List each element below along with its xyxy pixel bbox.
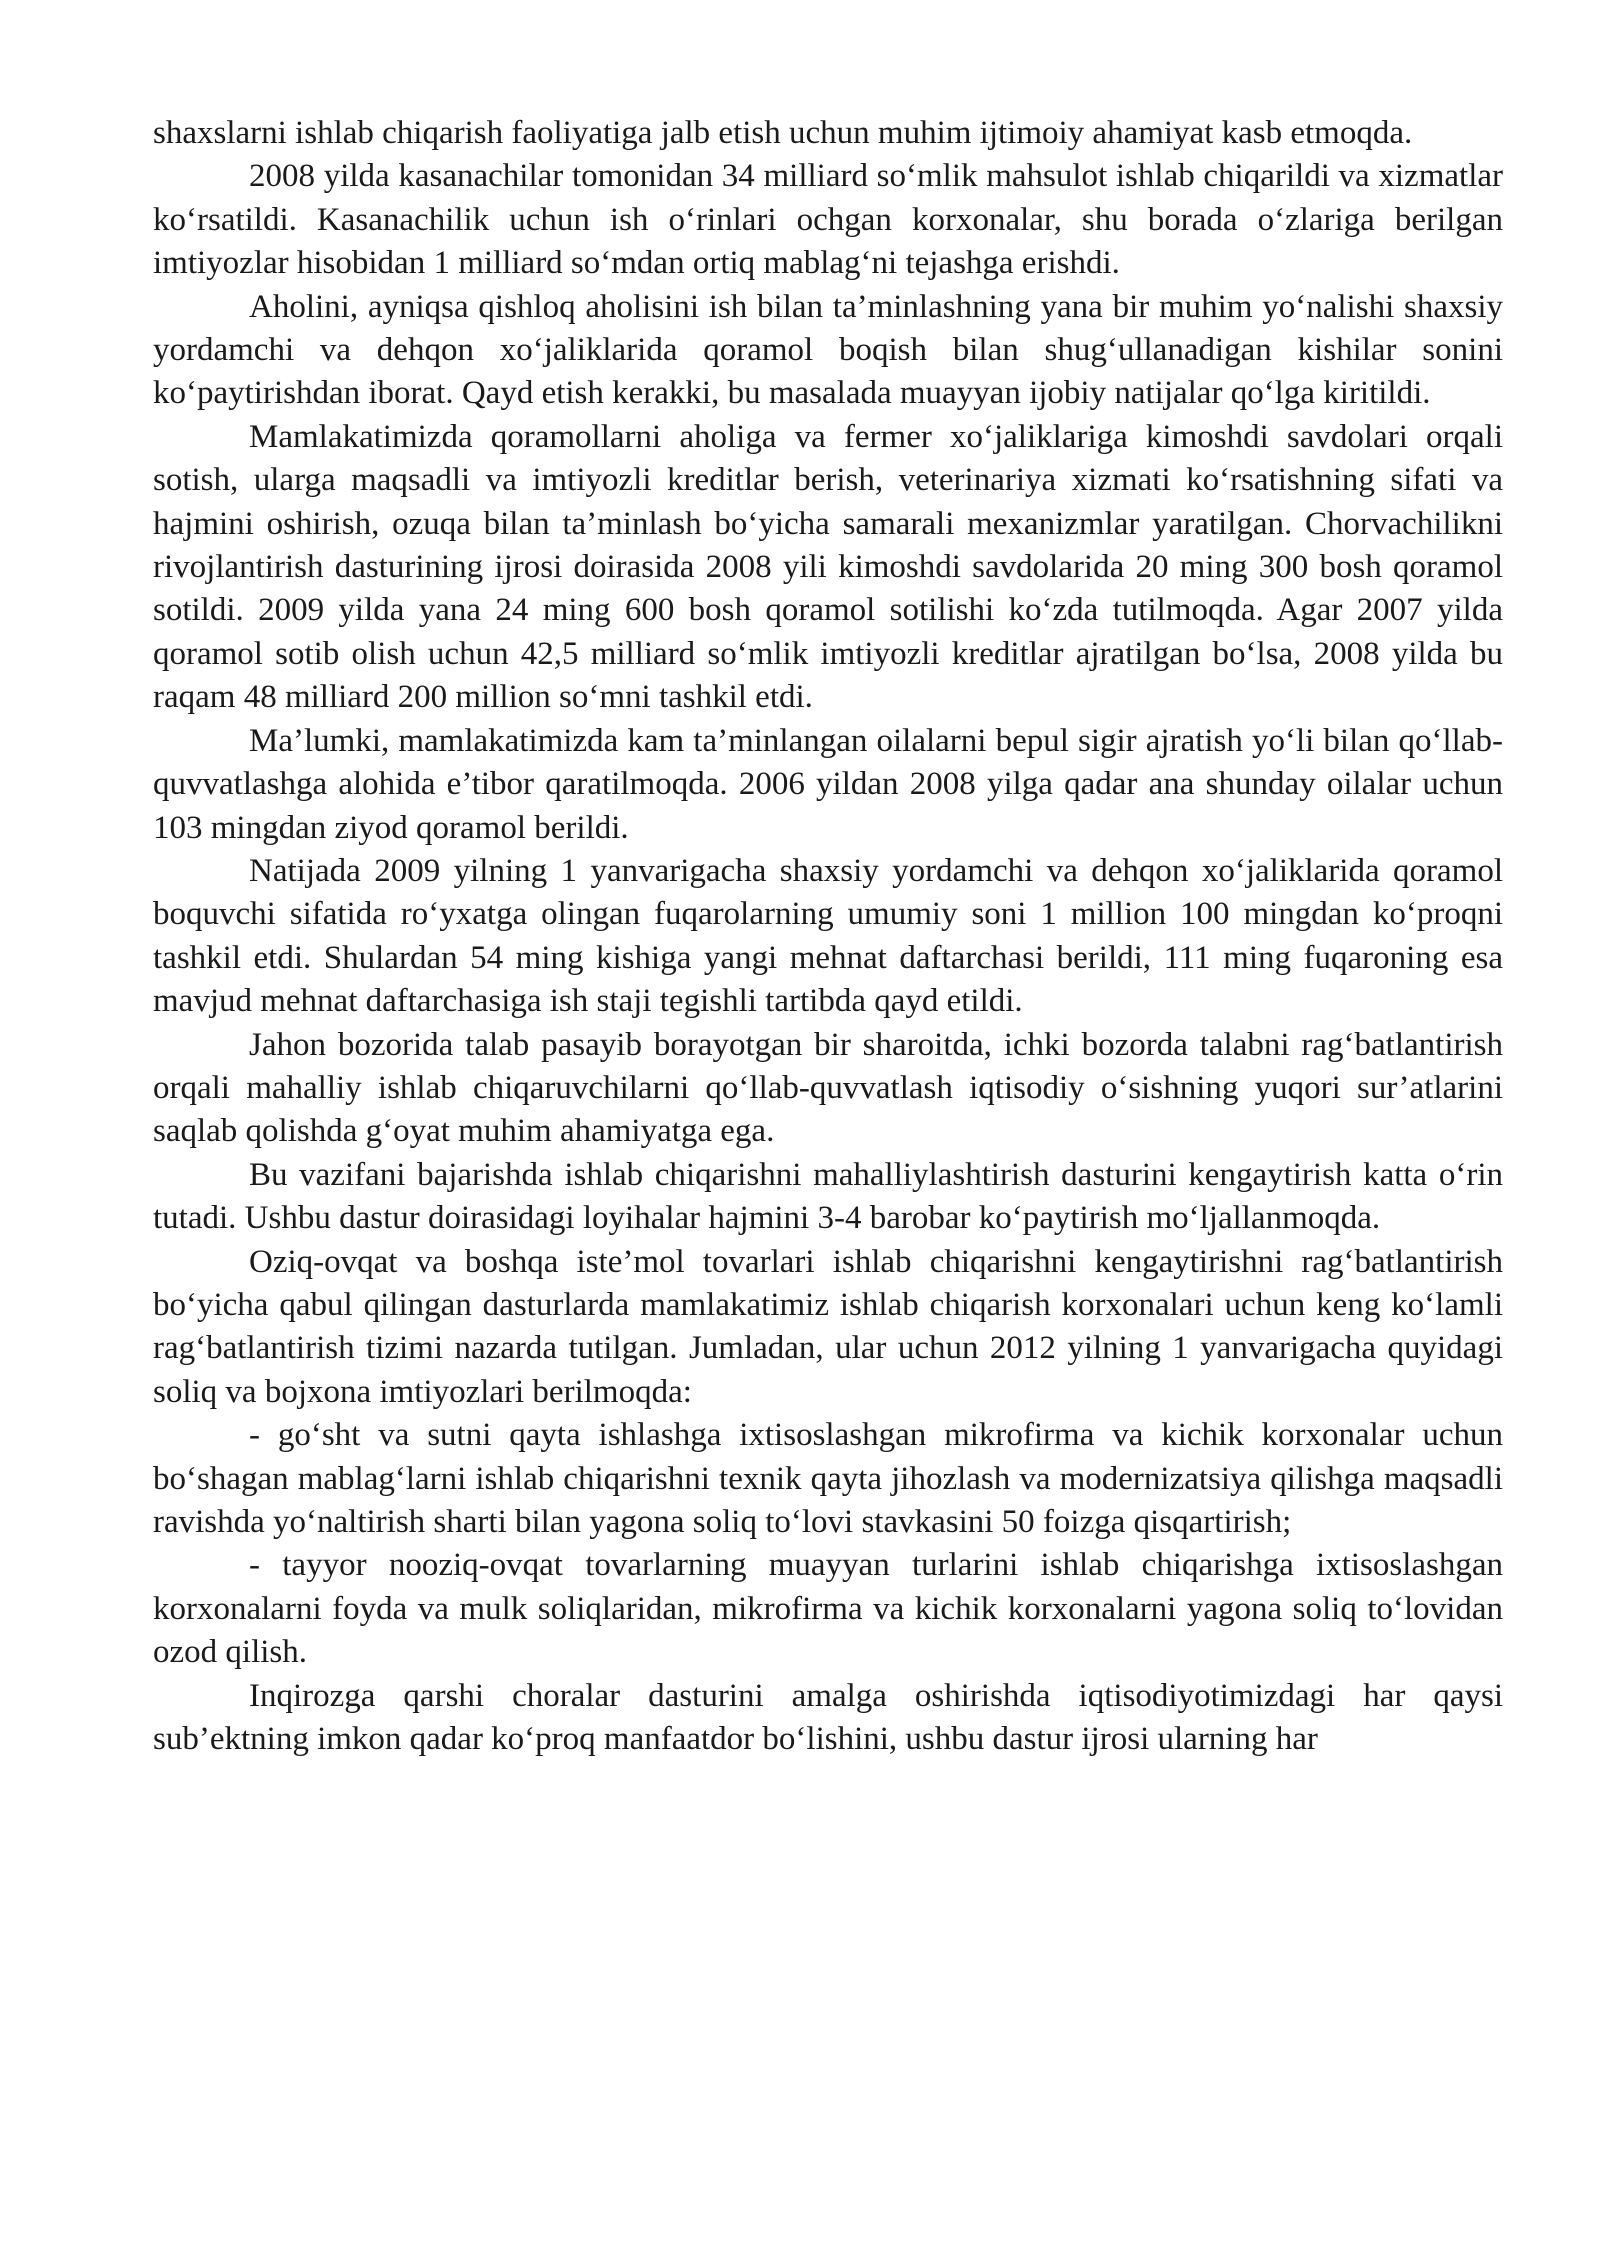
paragraph: 2008 yilda kasanachilar tomonidan 34 milliard so‘mlik mahsulot ishlab chiqarildi va xizmatlar ko‘rsatildi. Kasanachilik uchun ish o‘rinlari ochgan korxonalar, shu borada o‘zlariga berilgan imtiyozlar hisobidan 1 milliard so‘mdan ortiq mablag‘ni tejashga erishdi. — [153, 158, 1503, 282]
paragraph: Inqirozga qarshi choralar dasturini amalga oshirishda iqtisodiyotimizdagi har qaysi sub’ektning imkon qadar ko‘proq manfaatdor bo‘lishini, ushbu dastur ijrosi ularning har — [153, 1677, 1503, 1758]
document-page — [153, 112, 1503, 1761]
paragraph: Natijada 2009 yilning 1 yanvarigacha shaxsiy yordamchi va dehqon xo‘jaliklarida qoramol boquvchi sifatida ro‘yxatga olingan fuqarolarning umumiy soni 1 million 100 mingdan ko‘proqni tashkil etdi. Shulardan 54 ming kishiga yangi mehnat daftarchasi berildi, 111 ming fuqaroning esa mavjud mehnat daftarchasiga ish staji tegishli tartibda qayd etildi. — [153, 852, 1503, 1020]
paragraph: Ma’lumki, mamlakatimizda kam ta’minlangan oilalarni bepul sigir ajratish yo‘li bilan qo‘llab-quvvatlashga alohida e’tibor qaratilmoqda. 2006 yildan 2008 yilga qadar ana shunday oilalar uchun 103 mingdan ziyod qoramol berildi. — [153, 722, 1503, 846]
paragraph: Aholini, ayniqsa qishloq aholisini ish bilan ta’minlashning yana bir muhim yo‘nalishi shaxsiy yordamchi va dehqon xo‘jaliklarida qoramol boqish bilan shug‘ullanadigan kishilar sonini ko‘paytirishdan iborat. Qayd etish kerakki, bu masalada muayyan ijobiy natijalar qo‘lga kiritildi. — [153, 288, 1503, 412]
paragraph: Mamlakatimizda qoramollarni aholiga va fermer xo‘jaliklariga kimoshdi savdolari orqali sotish, ularga maqsadli va imtiyozli kreditlar berish, veterinariya xizmati ko‘rsatishning sifati va hajmini oshirish, ozuqa bilan ta’minlash bo‘yicha samarali mexanizmlar yaratilgan. Chorvachilikni rivojlantirish dasturining ijrosi doirasida 2008 yili kimoshdi savdolarida 20 ming 300 bosh qoramol sotildi. 2009 yilda yana 24 ming 600 bosh qoramol sotilishi ko‘zda tutilmoqda. Agar 2007 yilda qoramol sotib olish uchun 42,5 milliard so‘mlik imtiyozli kreditlar ajratilgan bo‘lsa, 2008 yilda bu raqam 48 milliard 200 million so‘mni tashkil etdi. — [153, 418, 1503, 716]
paragraph: Bu vazifani bajarishda ishlab chiqarishni mahalliylashtirish dasturini kengaytirish katta o‘rin tutadi. Ushbu dastur doirasidagi loyihalar hajmini 3-4 barobar ko‘paytirish mo‘ljallanmoqda. — [153, 1156, 1503, 1237]
list-item: - tayyor nooziq-ovqat tovarlarning muayyan turlarini ishlab chiqarishga ixtisoslashgan korxonalarni foyda va mulk soliqlaridan, mikrofirma va kichik korxonalarni yagona soliq to‘lovidan ozod qilish. — [153, 1547, 1503, 1671]
paragraph-continuation: shaxslarni ishlab chiqarish faoliyatiga jalb etish uchun muhim ijtimoiy ahamiyat kasb etmoqda. — [153, 115, 1413, 151]
list-item: - go‘sht va sutni qayta ishlashga ixtisoslashgan mikrofirma va kichik korxonalar uchun bo‘shagan mablag‘larni ishlab chiqarishni texnik qayta jihozlash va modernizatsiya qilishga maqsadli ravishda yo‘naltirish sharti bilan yagona soliq to‘lovi stavkasini 50 foizga qisqartirish; — [153, 1417, 1503, 1540]
paragraph: Jahon bozorida talab pasayib borayotgan bir sharoitda, ichki bozorda talabni rag‘batlantirish orqali mahalliy ishlab chiqaruvchilarni qo‘llab-quvvatlash iqtisodiy o‘sishning yuqori sur’atlarini saqlab qolishda g‘oyat muhim ahamiyatga ega. — [153, 1026, 1503, 1150]
paragraph: Oziq-ovqat va boshqa iste’mol tovarlari ishlab chiqarishni kengaytirishni rag‘batlantirish bo‘yicha qabul qilingan dasturlarda mamlakatimiz ishlab chiqarish korxonalari uchun keng ko‘lamli rag‘batlantirish tizimi nazarda tutilgan. Jumladan, ular uchun 2012 yilning 1 yanvarigacha quyidagi soliq va bojxona imtiyozlari berilmoqda: — [153, 1243, 1503, 1410]
